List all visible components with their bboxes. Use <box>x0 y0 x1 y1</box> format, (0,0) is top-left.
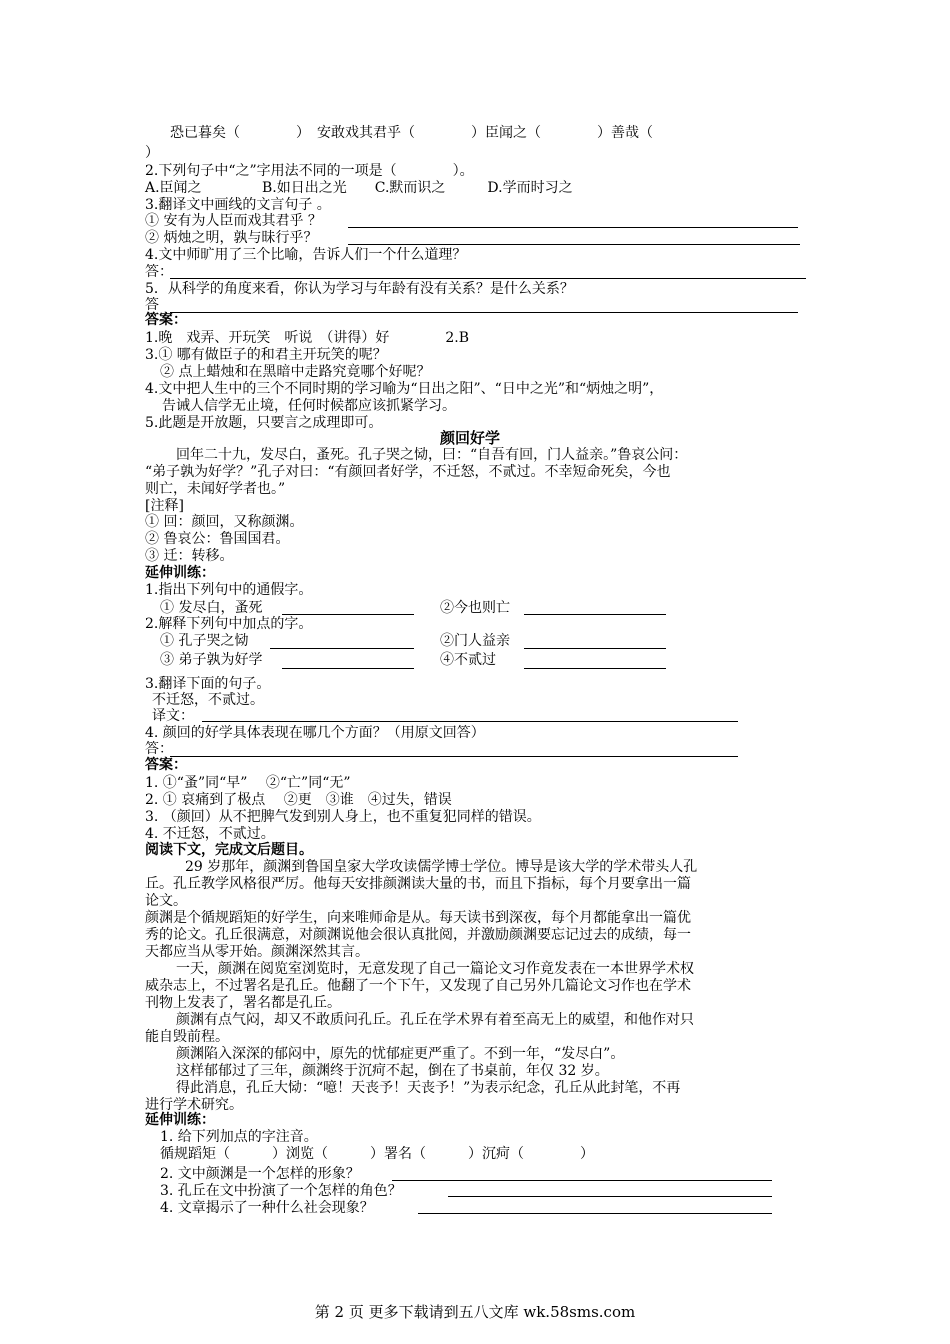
text-line: ② 点上蜡烛和在黑暗中走路究竟哪个好呢？ <box>160 364 431 380</box>
text-line: 丘。孔丘教学风格很严厉。他每天安排颜渊读大量的书，而且下指标，每个月要拿出一篇 <box>145 876 691 892</box>
text-line: 3.翻译文中画线的文言句子 。 <box>145 197 331 213</box>
text-line: 29 岁那年，颜渊到鲁国皇家大学攻读儒学博士学位。博导是该大学的学术带头人孔 <box>185 859 698 875</box>
text-line: 天都应当从零开始。颜渊深然其言。 <box>145 944 369 960</box>
text-line: 得此消息，孔丘大恸：“噫！天丧予！天丧予！”为表示纪念，孔丘从此封笔，不再 <box>176 1080 681 1096</box>
answer-line <box>170 756 738 757</box>
text-line: 论文。 <box>145 893 187 909</box>
text-line: 5．从科学的角度来看，你认为学习与年龄有没有关系？是什么关系？ <box>145 281 574 297</box>
answer-line <box>524 668 666 669</box>
text-line: 4. 文章揭示了一种什么社会现象？ <box>160 1200 374 1216</box>
text-line: ② 炳烛之明，孰与昧行乎？ <box>145 230 318 246</box>
text-line: 1.晚 戏弄、开玩笑 听说 （讲得）好 2.B <box>145 330 470 346</box>
page-footer: 第 2 页 更多下载请到五八文库 wk.58sms.com <box>314 1303 636 1321</box>
text-line: [注释] <box>145 498 184 514</box>
text-line: ① 安有为人臣而戏其君乎 ？ <box>145 213 322 229</box>
text-line: 恐已暮矣（ ） 安敢戏其君乎（ ）臣闻之（ ）善哉（ <box>170 125 653 141</box>
text-line: 颜渊有点气闷，却又不敢质问孔丘。孔丘在学术界有着至高无上的威望，和他作对只 <box>176 1012 694 1028</box>
text-line: 2.下列句子中“之”字用法不同的一项是（ ）。 <box>145 163 474 179</box>
text-line: A.臣闻之 B.如日出之光 C.默而识之 D.学而时习之 <box>145 180 573 196</box>
text-line: 回年二十九，发尽白，蚤死。孔子哭之恸，曰：“自吾有回，门人益亲。”鲁哀公问： <box>176 447 688 463</box>
text-line: 颜渊陷入深深的郁闷中，原先的忧郁症更严重了。不到一年，“发尽白”。 <box>176 1046 625 1062</box>
text-line: 1.指出下列句中的通假字。 <box>145 582 313 598</box>
text-line: 4. 颜回的好学具体表现在哪几个方面？（用原文回答） <box>145 725 485 741</box>
text-line: 4. 不迁怒，不贰过。 <box>145 826 275 842</box>
text-line: 3.① 哪有做臣子的和君主开玩笑的呢？ <box>145 347 387 363</box>
text-line: 循规蹈矩（ ）浏览（ ）署名（ ）沉疴（ ） <box>160 1146 594 1162</box>
text-line: 3.翻译下面的句子。 <box>145 676 271 692</box>
text-line: 则亡，未闻好学者也。” <box>145 481 286 497</box>
text-line: 秀的论文。孔丘很满意，对颜渊说他会很认真批阅，并激励颜渊要忘记过去的成绩，每一 <box>145 927 691 943</box>
answer-line <box>270 648 414 649</box>
text-line: ① 发尽白，蚤死 <box>160 600 263 616</box>
answer-line <box>448 1196 772 1197</box>
answer-line <box>348 244 800 245</box>
text-line: 4.文中师旷用了三个比喻，告诉人们一个什么道理？ <box>145 247 467 263</box>
section-heading: 阅读下文，完成文后题目。 <box>145 842 313 858</box>
text-line: 这样郁郁过了三年，颜渊终于沉疴不起，倒在了书桌前，年仅 32 岁。 <box>176 1063 609 1079</box>
text-line: 3. 孔丘在文中扮演了一个怎样的角色？ <box>160 1183 402 1199</box>
text-line: ） <box>145 145 159 161</box>
text-line: 刊物上发表了，署名都是孔丘。 <box>145 995 341 1011</box>
text-line: 1. ①“蚤”同“早” ②“亡”同“无” <box>145 775 351 791</box>
text-line: 能自毁前程。 <box>145 1029 229 1045</box>
section-heading: 答案： <box>145 312 187 328</box>
text-line: 进行学术研究。 <box>145 1097 243 1113</box>
text-line: 答： <box>145 741 173 757</box>
text-line: 2. 文中颜渊是一个怎样的形象？ <box>160 1166 360 1182</box>
text-line: 答 <box>145 297 159 313</box>
text-line: 1. 给下列加点的字注音。 <box>160 1129 318 1145</box>
text-line: 一天，颜渊在阅览室浏览时，无意发现了自己一篇论文习作竟发表在一本世界学术权 <box>176 961 694 977</box>
section-heading: 答案： <box>145 757 187 773</box>
answer-line <box>392 1180 772 1181</box>
text-line: ③ 迁：转移。 <box>145 548 234 564</box>
answer-line <box>202 721 738 722</box>
text-line: ① 回：颜回，又称颜渊。 <box>145 514 304 530</box>
text-line: “弟子孰为好学？”孔子对曰：“有颜回者好学，不迁怒，不贰过。不幸短命死矣，今也 <box>145 464 671 480</box>
text-line: 答： <box>145 264 173 280</box>
text-line: 不迁怒，不贰过。 <box>152 692 264 708</box>
answer-line <box>524 648 666 649</box>
text-line: 颜渊是个循规蹈矩的好学生，向来唯师命是从。每天读书到深夜，每个月都能拿出一篇优 <box>145 910 691 926</box>
answer-line <box>170 278 806 279</box>
text-line: 3. （颜回）从不把脾气发到别人身上，也不重复犯同样的错误。 <box>145 809 541 825</box>
text-line: 2.解释下列句中加点的字。 <box>145 616 313 632</box>
text-line: 译文： <box>152 708 194 724</box>
text-line: 5.此题是开放题，只要言之成理即可。 <box>145 415 383 431</box>
answer-line <box>418 1213 772 1214</box>
answer-line <box>348 227 798 228</box>
text-line: 4.文中把人生中的三个不同时期的学习喻为“日出之阳”、“日中之光”和“炳烛之明”， <box>145 381 664 397</box>
text-line: 告诫人信学无止境，任何时候都应该抓紧学习。 <box>162 398 456 414</box>
section-heading: 延伸训练： <box>145 1112 215 1128</box>
answer-line <box>282 668 414 669</box>
text-line: ②今也则亡 <box>440 600 510 616</box>
section-heading: 延伸训练： <box>145 565 215 581</box>
article-title: 颜回好学 <box>440 429 501 447</box>
answer-line <box>170 312 798 313</box>
text-line: 威杂志上，不过署名是孔丘。他翻了一个下午，又发现了自己另外几篇论文习作也在学术 <box>145 978 691 994</box>
text-line: ① 孔子哭之恸 <box>160 633 249 649</box>
text-line: ②门人益亲 <box>440 633 510 649</box>
text-line: ④不贰过 <box>440 652 496 668</box>
answer-line <box>524 614 666 615</box>
text-line: ② 鲁哀公：鲁国国君。 <box>145 531 290 547</box>
answer-line <box>282 614 414 615</box>
text-line: ③ 弟子孰为好学 <box>160 652 263 668</box>
text-line: 2. ① 哀痛到了极点 ②更 ③谁 ④过失，错误 <box>145 792 452 808</box>
